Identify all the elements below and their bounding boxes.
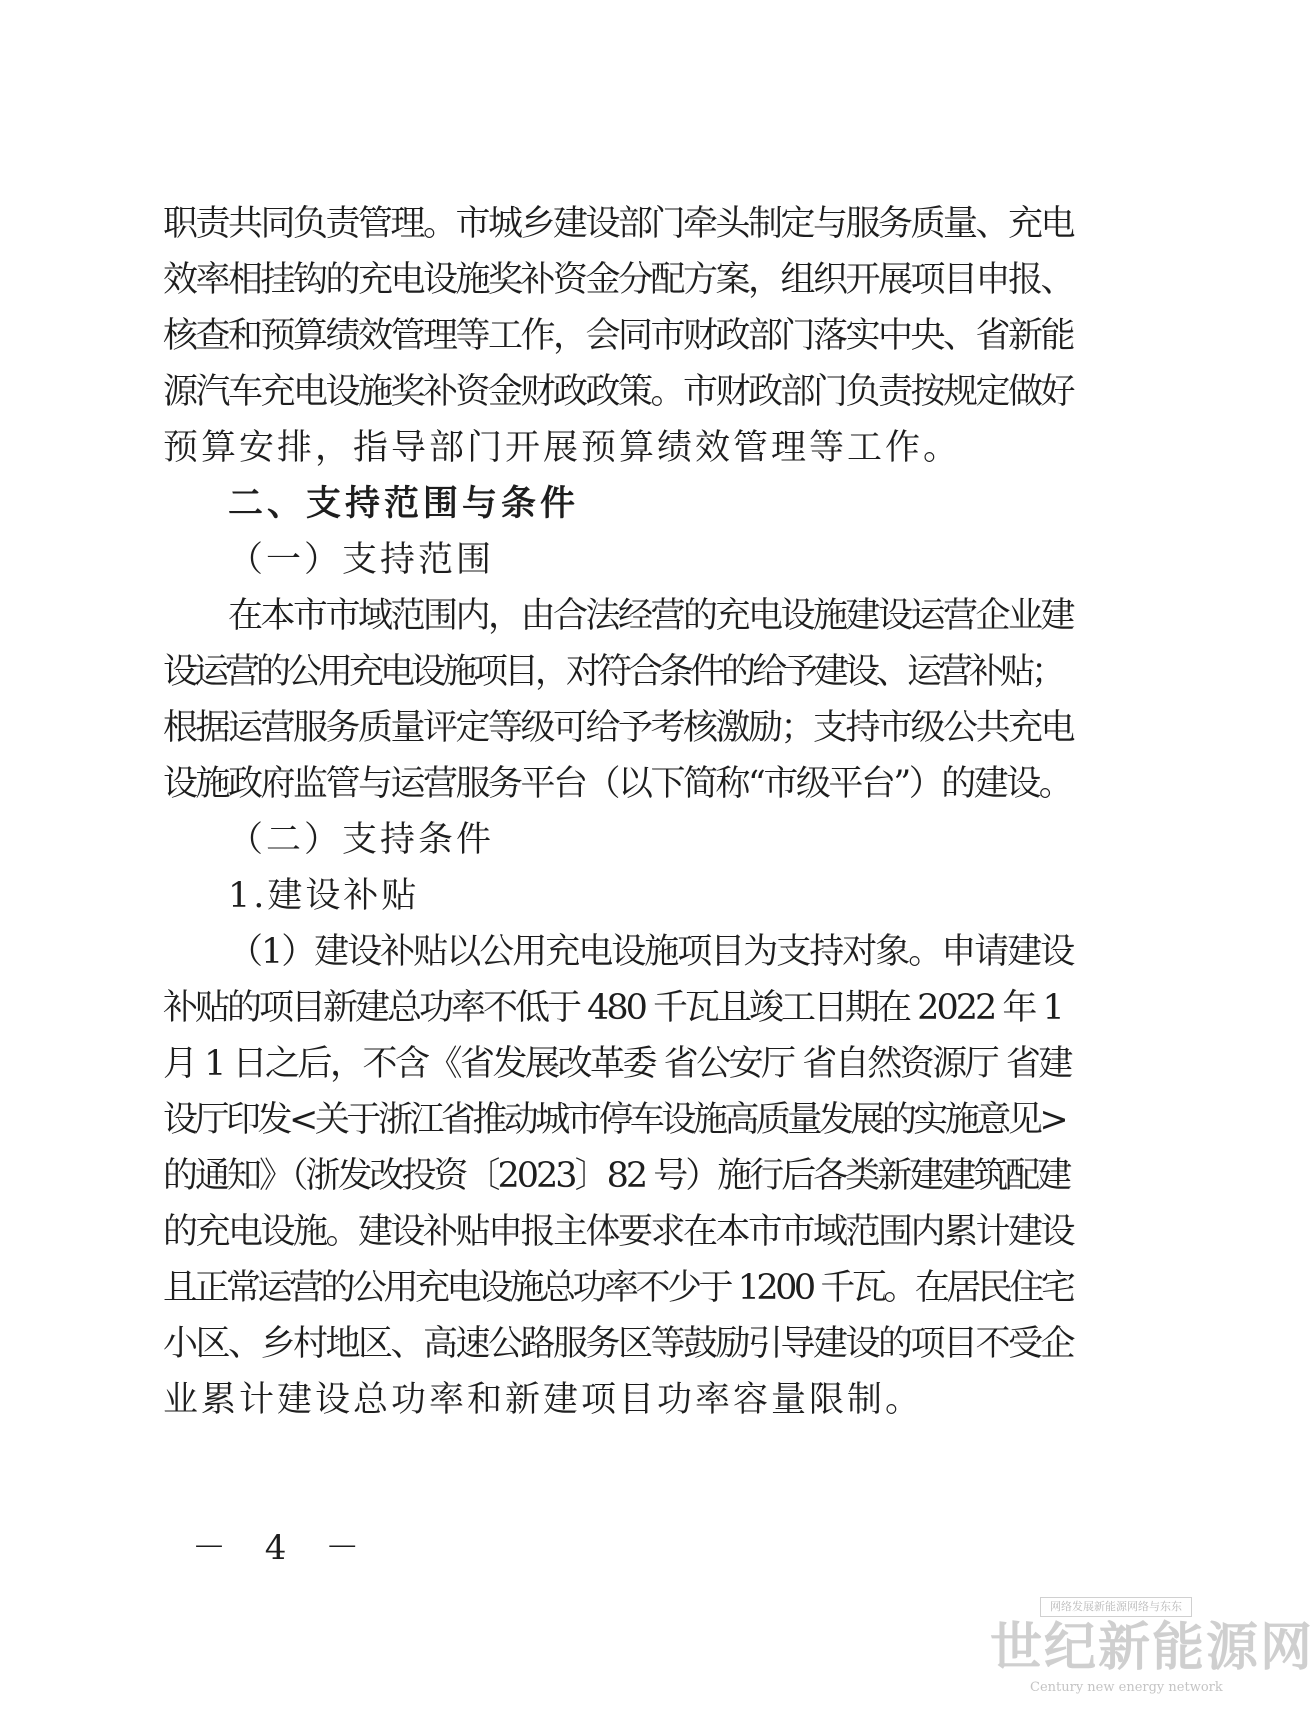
- paragraph-line: 根据运营服务质量评定等级可给予考核激励；支持市级公共充电: [163, 708, 1074, 748]
- watermark-caption: 网络发展新能源网络与东东: [1040, 1597, 1192, 1617]
- paragraph-line: 核查和预算绩效管理等工作，会同市财政部门落实中央、省新能: [163, 316, 1074, 356]
- paragraph-line: 设厅印发<关于浙江省推动城市停车设施高质量发展的实施意见>: [163, 1100, 1066, 1140]
- paragraph-line: 在本市市域范围内，由合法经营的充电设施建设运营企业建: [228, 596, 1074, 636]
- paragraph-line: 职责共同负责管理。市城乡建设部门牵头制定与服务质量、充电: [163, 204, 1074, 244]
- paragraph-line: 源汽车充电设施奖补资金财政政策。市财政部门负责按规定做好: [163, 372, 1074, 412]
- subsection-heading: （一）支持范围: [228, 540, 495, 580]
- watermark-logo: 世纪新能源网: [990, 1617, 1314, 1678]
- paragraph-line: 的充电设施。建设补贴申报主体要求在本市市域范围内累计建设: [163, 1212, 1074, 1252]
- paragraph-line: 设施政府监管与运营服务平台（以下简称“市级平台”）的建设。: [163, 764, 1072, 804]
- paragraph-line: 且正常运营的公用充电设施总功率不少于 1200 千瓦。在居民住宅: [163, 1268, 1073, 1308]
- item-heading: 1.建设补贴: [228, 876, 420, 916]
- subsection-heading: （二）支持条件: [228, 820, 495, 860]
- paragraph-line: 设运营的公用充电设施项目，对符合条件的给予建设、运营补贴；: [163, 652, 1063, 692]
- paragraph-line: 的通知》（浙发改投资〔2023〕82 号）施行后各类新建建筑配建: [163, 1156, 1070, 1196]
- section-heading: 二、支持范围与条件: [228, 484, 580, 524]
- paragraph-line: 月 1 日之后，不含《省发展改革委 省公安厅 省自然资源厅 省建: [163, 1044, 1071, 1084]
- paragraph-line: 效率相挂钩的充电设施奖补资金分配方案，组织开展项目申报、: [163, 260, 1074, 300]
- paragraph-line: 补贴的项目新建总功率不低于 480 千瓦且竣工日期在 2022 年 1: [163, 988, 1062, 1028]
- paragraph-line: 小区、乡村地区、高速公路服务区等鼓励引导建设的项目不受企: [163, 1324, 1074, 1364]
- paragraph-line: 预算安排，指导部门开展预算绩效管理等工作。: [163, 428, 962, 468]
- paragraph-line: 业累计建设总功率和新建项目功率容量限制。: [163, 1380, 924, 1420]
- page-number: － 4 －: [192, 1528, 374, 1568]
- watermark-subtitle: Century new energy network: [1030, 1680, 1223, 1695]
- paragraph-line: （1）建设补贴以公用充电设施项目为支持对象。申请建设: [228, 932, 1074, 972]
